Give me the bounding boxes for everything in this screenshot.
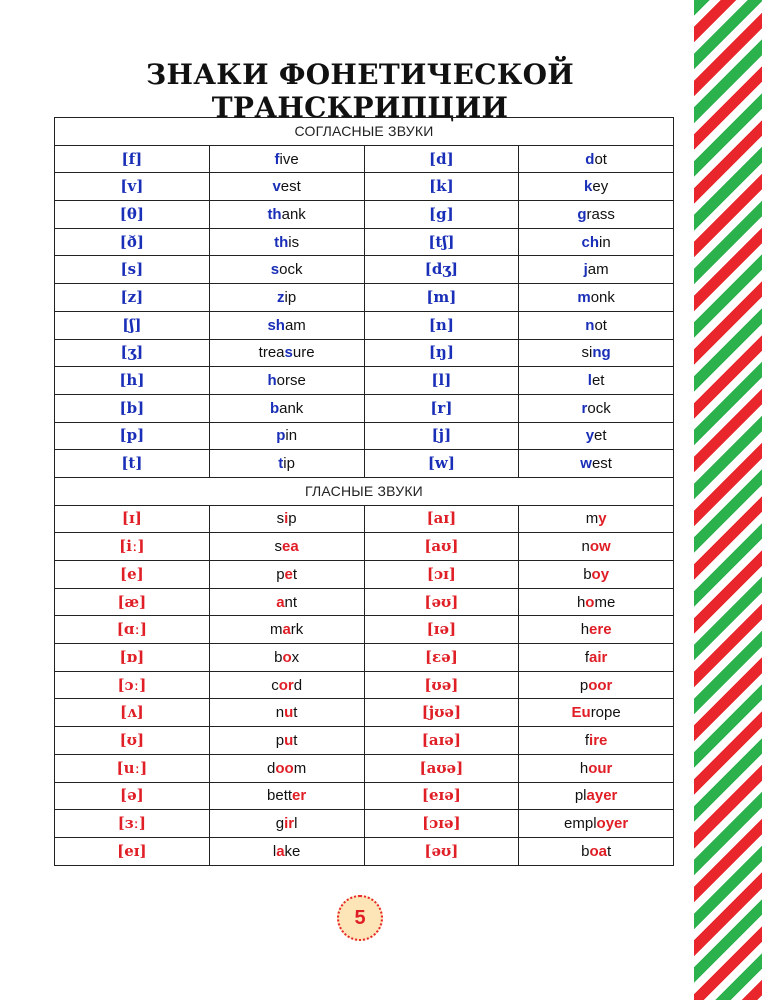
word-fragment: b <box>274 648 283 666</box>
transcription-table <box>54 117 674 866</box>
highlighted-letters: oo <box>275 759 294 777</box>
highlighted-letters: ng <box>592 344 611 362</box>
vowel-symbol: [aɪ] <box>364 505 519 533</box>
consonant-example-word <box>209 256 364 284</box>
word-fragment: empl <box>564 815 597 833</box>
vowel-symbol: [uː] <box>55 754 210 782</box>
word-fragment: m <box>585 510 599 528</box>
consonant-symbol: [k] <box>364 173 519 201</box>
consonant-symbol: [ʒ] <box>55 339 210 367</box>
word-fragment: rk <box>290 621 304 639</box>
word-fragment: h <box>580 621 590 639</box>
word-fragment: onk <box>590 288 615 306</box>
consonant-example-word <box>519 311 674 339</box>
vowel-symbol: [aʊə] <box>364 754 519 782</box>
vowel-example-word <box>209 837 364 865</box>
word-fragment: h <box>576 593 586 611</box>
vowel-symbol: [əʊ] <box>364 837 519 865</box>
consonant-example-word <box>209 173 364 201</box>
page-number-badge <box>337 895 383 941</box>
highlighted-letters: ir <box>284 815 295 833</box>
word-fragment: et <box>594 427 607 445</box>
consonant-symbol: [g] <box>364 201 519 229</box>
table-row <box>55 561 674 589</box>
highlighted-letters: ere <box>589 621 612 639</box>
table-row <box>55 339 674 367</box>
highlighted-letters: i <box>284 510 289 528</box>
word-fragment: ey <box>592 178 609 196</box>
consonant-symbol: [m] <box>364 284 519 312</box>
word-fragment: orse <box>276 372 306 390</box>
vowel-symbol: [e] <box>55 561 210 589</box>
vowel-example-word <box>209 533 364 561</box>
highlighted-letters: p <box>276 427 286 445</box>
consonant-example-word <box>209 284 364 312</box>
table-row <box>55 644 674 672</box>
word-fragment: in <box>599 233 611 251</box>
vowel-symbol: [ɒ] <box>55 644 210 672</box>
word-fragment: ank <box>279 399 304 417</box>
vowel-symbol: [ɔɪ] <box>364 561 519 589</box>
highlighted-letters: m <box>577 288 591 306</box>
consonant-symbol: [ŋ] <box>364 339 519 367</box>
vowel-example-word <box>209 671 364 699</box>
word-fragment: b <box>583 565 592 583</box>
highlighted-letters: r <box>581 399 588 417</box>
consonant-example-word <box>519 173 674 201</box>
vowel-symbol: [ə] <box>55 782 210 810</box>
consonant-example-word <box>209 450 364 478</box>
table-row <box>55 394 674 422</box>
word-fragment: l <box>272 842 277 860</box>
highlighted-letters: or <box>278 676 294 694</box>
highlighted-letters: j <box>583 261 588 279</box>
word-fragment: ure <box>292 344 315 362</box>
vowel-symbol: [eɪə] <box>364 782 519 810</box>
word-fragment: et <box>591 372 605 390</box>
table-row <box>55 533 674 561</box>
vowel-example-word <box>519 533 674 561</box>
highlighted-letters: o <box>585 593 595 611</box>
vowel-example-word <box>519 588 674 616</box>
vowel-example-word <box>209 782 364 810</box>
highlighted-letters: h <box>267 372 277 390</box>
consonant-example-word <box>519 228 674 256</box>
word-fragment: rope <box>590 704 621 722</box>
consonant-symbol: [j] <box>364 422 519 450</box>
consonant-symbol: [d] <box>364 145 519 173</box>
vowel-example-word <box>519 782 674 810</box>
highlighted-letters: k <box>584 178 593 196</box>
vowel-example-word <box>209 644 364 672</box>
consonant-symbol: [tʃ] <box>364 228 519 256</box>
highlighted-letters: a <box>276 593 285 611</box>
highlighted-letters: t <box>278 455 284 473</box>
word-fragment: p <box>276 565 285 583</box>
table-row <box>55 837 674 865</box>
consonant-example-word <box>209 228 364 256</box>
word-fragment: in <box>285 427 298 445</box>
highlighted-letters: g <box>577 205 587 223</box>
consonants-section <box>55 118 674 478</box>
vowel-example-word <box>209 505 364 533</box>
vowel-example-word <box>519 810 674 838</box>
word-fragment: trea <box>258 344 285 362</box>
consonant-example-word <box>519 284 674 312</box>
vowel-example-word <box>519 699 674 727</box>
highlighted-letters: Eu <box>571 704 591 722</box>
word-fragment: ive <box>279 150 299 168</box>
highlighted-letters: ea <box>282 538 299 556</box>
table-row <box>55 671 674 699</box>
word-fragment: si <box>581 344 593 362</box>
decorative-stripes <box>694 0 762 1000</box>
word-fragment: d <box>267 759 276 777</box>
highlighted-letters: a <box>282 621 291 639</box>
word-fragment: p <box>288 510 297 528</box>
highlighted-letters: v <box>272 178 281 196</box>
word-fragment: m <box>293 759 307 777</box>
vowel-symbol: [ɪ] <box>55 505 210 533</box>
table-row <box>55 284 674 312</box>
word-fragment: ip <box>284 288 297 306</box>
consonant-example-word <box>519 201 674 229</box>
consonant-example-word <box>209 201 364 229</box>
word-fragment: m <box>269 621 283 639</box>
word-fragment: rass <box>586 205 615 223</box>
highlighted-letters: our <box>588 759 613 777</box>
word-fragment: t <box>293 704 298 722</box>
highlighted-letters: y <box>598 510 607 528</box>
consonant-symbol: [ʃ] <box>55 311 210 339</box>
section-header-row <box>55 477 674 505</box>
highlighted-letters: u <box>284 731 294 749</box>
highlighted-letters: th <box>267 205 282 223</box>
highlighted-letters: s <box>284 344 293 362</box>
vowel-example-word <box>519 754 674 782</box>
section-header-row <box>55 118 674 146</box>
word-fragment: f <box>584 648 590 666</box>
word-fragment: s <box>276 510 285 528</box>
table-row <box>55 505 674 533</box>
vowel-example-word <box>519 837 674 865</box>
consonant-example-word <box>519 256 674 284</box>
consonant-example-word <box>519 450 674 478</box>
vowel-symbol: [aʊ] <box>364 533 519 561</box>
highlighted-letters: oyer <box>596 815 629 833</box>
consonant-symbol: [ð] <box>55 228 210 256</box>
consonant-example-word <box>519 339 674 367</box>
word-fragment: c <box>271 676 279 694</box>
word-fragment: l <box>294 815 298 833</box>
word-fragment: ke <box>284 842 301 860</box>
highlighted-letters: w <box>580 455 592 473</box>
word-fragment: ip <box>283 455 295 473</box>
highlighted-letters: ch <box>581 233 600 251</box>
consonants-heading: СОГЛАСНЫЕ ЗВУКИ <box>55 118 674 146</box>
consonant-symbol: [b] <box>55 394 210 422</box>
vowel-example-word <box>209 561 364 589</box>
table-row <box>55 588 674 616</box>
word-fragment: f <box>584 731 590 749</box>
word-fragment: me <box>594 593 616 611</box>
consonant-symbol: [v] <box>55 173 210 201</box>
word-fragment: am <box>587 261 609 279</box>
highlighted-letters: oor <box>588 676 613 694</box>
consonant-example-word <box>209 422 364 450</box>
highlighted-letters: th <box>274 233 289 251</box>
consonant-symbol: [dʒ] <box>364 256 519 284</box>
vowel-symbol: [aɪə] <box>364 727 519 755</box>
highlighted-letters: air <box>589 648 608 666</box>
table-row <box>55 173 674 201</box>
table-row <box>55 754 674 782</box>
highlighted-letters: e <box>284 565 293 583</box>
vowel-example-word <box>519 616 674 644</box>
vowel-example-word <box>519 505 674 533</box>
table-row <box>55 201 674 229</box>
word-fragment: nt <box>284 593 298 611</box>
highlighted-letters: er <box>292 787 307 805</box>
highlighted-letters: ayer <box>586 787 618 805</box>
table-row <box>55 616 674 644</box>
vowel-symbol: [eɪ] <box>55 837 210 865</box>
table-row <box>55 311 674 339</box>
word-fragment: ot <box>594 150 607 168</box>
highlighted-letters: ow <box>589 538 611 556</box>
vowel-example-word <box>519 727 674 755</box>
table-row <box>55 727 674 755</box>
consonant-example-word <box>519 422 674 450</box>
word-fragment: x <box>291 648 300 666</box>
vowel-symbol: [æ] <box>55 588 210 616</box>
consonant-symbol: [n] <box>364 311 519 339</box>
word-fragment: s <box>274 538 283 556</box>
consonant-example-word <box>209 367 364 395</box>
consonant-symbol: [w] <box>364 450 519 478</box>
consonant-symbol: [s] <box>55 256 210 284</box>
word-fragment: p <box>579 676 589 694</box>
word-fragment: est <box>280 178 301 196</box>
table-row <box>55 699 674 727</box>
vowel-example-word <box>519 671 674 699</box>
word-fragment: g <box>275 815 285 833</box>
vowel-example-word <box>209 754 364 782</box>
word-fragment: bett <box>267 787 293 805</box>
highlighted-letters: oy <box>591 565 610 583</box>
consonant-example-word <box>209 339 364 367</box>
consonant-symbol: [z] <box>55 284 210 312</box>
vowel-example-word <box>519 644 674 672</box>
table-row <box>55 256 674 284</box>
table-row <box>55 228 674 256</box>
vowel-example-word <box>209 616 364 644</box>
vowel-symbol: [ʊə] <box>364 671 519 699</box>
consonant-symbol: [l] <box>364 367 519 395</box>
vowel-symbol: [ɔɪə] <box>364 810 519 838</box>
consonant-symbol: [θ] <box>55 201 210 229</box>
highlighted-letters: sh <box>267 316 285 334</box>
vowels-heading: ГЛАСНЫЕ ЗВУКИ <box>55 477 674 505</box>
vowel-symbol: [ɔː] <box>55 671 210 699</box>
consonant-symbol: [r] <box>364 394 519 422</box>
table-row <box>55 810 674 838</box>
highlighted-letters: a <box>276 842 285 860</box>
highlighted-letters: s <box>270 261 280 279</box>
vowel-example-word <box>209 810 364 838</box>
consonant-example-word <box>209 145 364 173</box>
table-row <box>55 422 674 450</box>
highlighted-letters: u <box>284 704 294 722</box>
consonant-symbol: [h] <box>55 367 210 395</box>
vowel-symbol: [ɪə] <box>364 616 519 644</box>
vowel-example-word <box>209 727 364 755</box>
highlighted-letters: d <box>585 150 595 168</box>
consonant-example-word <box>519 145 674 173</box>
vowel-symbol: [ɛə] <box>364 644 519 672</box>
word-fragment: est <box>591 455 612 473</box>
word-fragment: n <box>275 704 285 722</box>
consonant-symbol: [t] <box>55 450 210 478</box>
word-fragment: ank <box>281 205 306 223</box>
word-fragment: is <box>288 233 300 251</box>
vowel-example-word <box>519 561 674 589</box>
word-fragment: ot <box>594 316 607 334</box>
word-fragment: d <box>293 676 303 694</box>
highlighted-letters: y <box>585 427 595 445</box>
vowel-symbol: [iː] <box>55 533 210 561</box>
word-fragment: t <box>292 565 298 583</box>
vowel-symbol: [əʊ] <box>364 588 519 616</box>
vowel-symbol: [ɑː] <box>55 616 210 644</box>
vowel-symbol: [ɜː] <box>55 810 210 838</box>
word-fragment: t <box>293 731 298 749</box>
word-fragment: n <box>581 538 590 556</box>
consonant-example-word <box>519 394 674 422</box>
consonant-example-word <box>209 394 364 422</box>
highlighted-letters: ire <box>589 731 608 749</box>
word-fragment: h <box>579 759 589 777</box>
word-fragment: b <box>581 842 590 860</box>
word-fragment: p <box>275 731 285 749</box>
consonant-example-word <box>519 367 674 395</box>
word-fragment: t <box>606 842 612 860</box>
vowel-example-word <box>209 699 364 727</box>
vowel-example-word <box>209 588 364 616</box>
vowel-symbol: [ʌ] <box>55 699 210 727</box>
word-fragment: am <box>284 316 306 334</box>
highlighted-letters: n <box>585 316 595 334</box>
highlighted-letters: l <box>587 372 592 390</box>
highlighted-letters: oa <box>589 842 607 860</box>
word-fragment: ock <box>587 399 611 417</box>
table-row <box>55 145 674 173</box>
word-fragment: pl <box>574 787 587 805</box>
highlighted-letters: z <box>277 288 285 306</box>
consonant-symbol: [p] <box>55 422 210 450</box>
page-title: ЗНАКИ ФОНЕТИЧЕСКОЙ ТРАНСКРИПЦИИ <box>145 58 575 124</box>
vowel-symbol: [ʊ] <box>55 727 210 755</box>
table-row <box>55 367 674 395</box>
vowels-section <box>55 477 674 865</box>
table-row <box>55 782 674 810</box>
word-fragment: ock <box>279 261 303 279</box>
vowel-symbol: [jʊə] <box>364 699 519 727</box>
highlighted-letters: o <box>282 648 292 666</box>
consonant-example-word <box>209 311 364 339</box>
consonant-symbol: [f] <box>55 145 210 173</box>
highlighted-letters: b <box>269 399 280 417</box>
table-row <box>55 450 674 478</box>
highlighted-letters: f <box>274 150 280 168</box>
page-number: 5 <box>354 906 366 929</box>
